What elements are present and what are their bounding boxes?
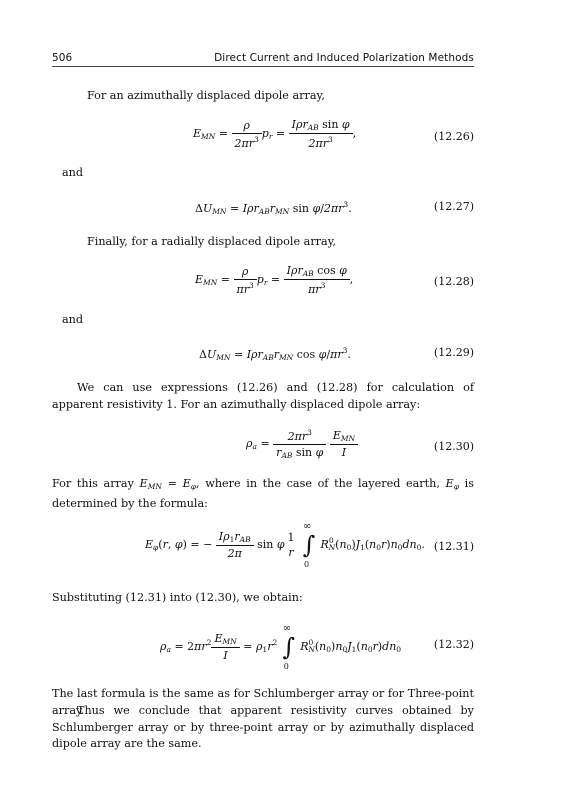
integral-symbol: ∞ ∫ 0 bbox=[282, 623, 295, 671]
paragraph-layered-earth-part-c: is determined by the formula: bbox=[52, 477, 474, 510]
document-page: 506 Direct Current and Induced Polarization Methods For an azimuthally displaced dipole array, $E_{MN}$ = $\frac{\rho}{2\pi r^3}$ $p_r$ = $\frac{I\rho r_{AB} \sin \varphi}{2\pi r^3}$ , (12.26) and $\Delta U_{MN} = I\rho r_{AB}r_{MN}$ $\sin \varphi/2\pi r^3$. (12.27) Finally, for a radially displaced dipole array, $E_{MN}$ = $\frac{\rho}{\pi r^3}$ $p_r$ = $\frac{I\rho r_{AB} \cos \varphi}{\pi r^3}$ , (12.28) and $\Delta U_{MN} = I\rho r_{AB}r_{MN}$ $\cos \varphi/\pi r^3$. (12.29) We can use expressions (12.26) and (12.28) for calculation of apparent resistivity 1. For an azimuthally displaced dipole array: $\rho_a$ = $\frac{2\pi r^3}{r_{AB} \sin \varphi}$ $\frac{E_{MN}}{I}$ (12.30) For this array $E_{MN} = E_\varphi$, where in the case of the layered earth, $E_\varphi$ is determined by the formula: $E_\varphi(r$, φ) = − $\frac{I\rho_1r_{AB}}{2\pi}$ sin φ 1 r ∞ ∫ 0 $R^0_N(n_0)J_1(n_0r)n_0dn_0$. (12.31) Substituting (12.31) into (12.30), we obtain: $\rho_a = 2\pi r^2$ $\frac{E_{MN}}{I}$ = $\rho_1r^2$ ∞ ∫ 0 $R^0_N(n_0)n_0J_1(n_0r)dn_0$ (12.32) The last formula is the same as for Schlumberger array or for Three-point array. Thus we conclude that apparent resistivity curves obtained by Schlumberger array or by three-point array or by azimuthally displaced dipole array are the same. bbox=[0, 0, 562, 800]
paragraph-azimuthal-intro: For an azimuthally displaced dipole array, bbox=[87, 89, 325, 102]
connector-and-1: and bbox=[62, 166, 84, 179]
equation-number-12-27: (12.27) bbox=[433, 200, 474, 213]
paragraph-layered-earth-part-a: For this array bbox=[52, 477, 134, 490]
paragraph-substituting: Substituting (12.31) into (12.30), we obtain: bbox=[52, 591, 303, 604]
paragraph-apparent-resistivity: We can use expressions (12.26) and (12.28) for calculation of apparent resistivity 1. For an azimuthally displaced dipole array: bbox=[52, 381, 474, 411]
paragraph-conclusion: Thus we conclude that apparent resistivity curves obtained by Schlumberger array or by three-point array or by azimuthally displaced dipole array are the same. bbox=[52, 704, 474, 750]
integral-symbol: ∞ ∫ 0 bbox=[302, 521, 316, 569]
paragraph-last-formula: The last formula is the same as for Schlumberger array or for Three-point array. bbox=[52, 687, 474, 717]
equation-number-12-29: (12.29) bbox=[433, 346, 474, 359]
equation-number-12-31: (12.31) bbox=[433, 540, 474, 553]
paragraph-layered-earth-part-b: , where in the case of the layered earth, bbox=[196, 477, 440, 490]
equation-number-12-26: (12.26) bbox=[433, 130, 474, 143]
header-rule bbox=[52, 66, 474, 67]
running-title: Direct Current and Induced Polarization Methods bbox=[214, 52, 474, 64]
page-number: 506 bbox=[52, 52, 73, 64]
equation-number-12-28: (12.28) bbox=[433, 275, 474, 288]
paragraph-radial-intro: Finally, for a radially displaced dipole array, bbox=[87, 235, 337, 248]
connector-and-2: and bbox=[62, 313, 84, 326]
paragraph-layered-earth: For this array $E_{MN} = E_\varphi$, where in the case of the layered earth, $E_\varphi$ is determined by the formula: bbox=[52, 477, 474, 510]
equation-number-12-32: (12.32) bbox=[433, 638, 474, 651]
equation-number-12-30: (12.30) bbox=[433, 440, 474, 453]
